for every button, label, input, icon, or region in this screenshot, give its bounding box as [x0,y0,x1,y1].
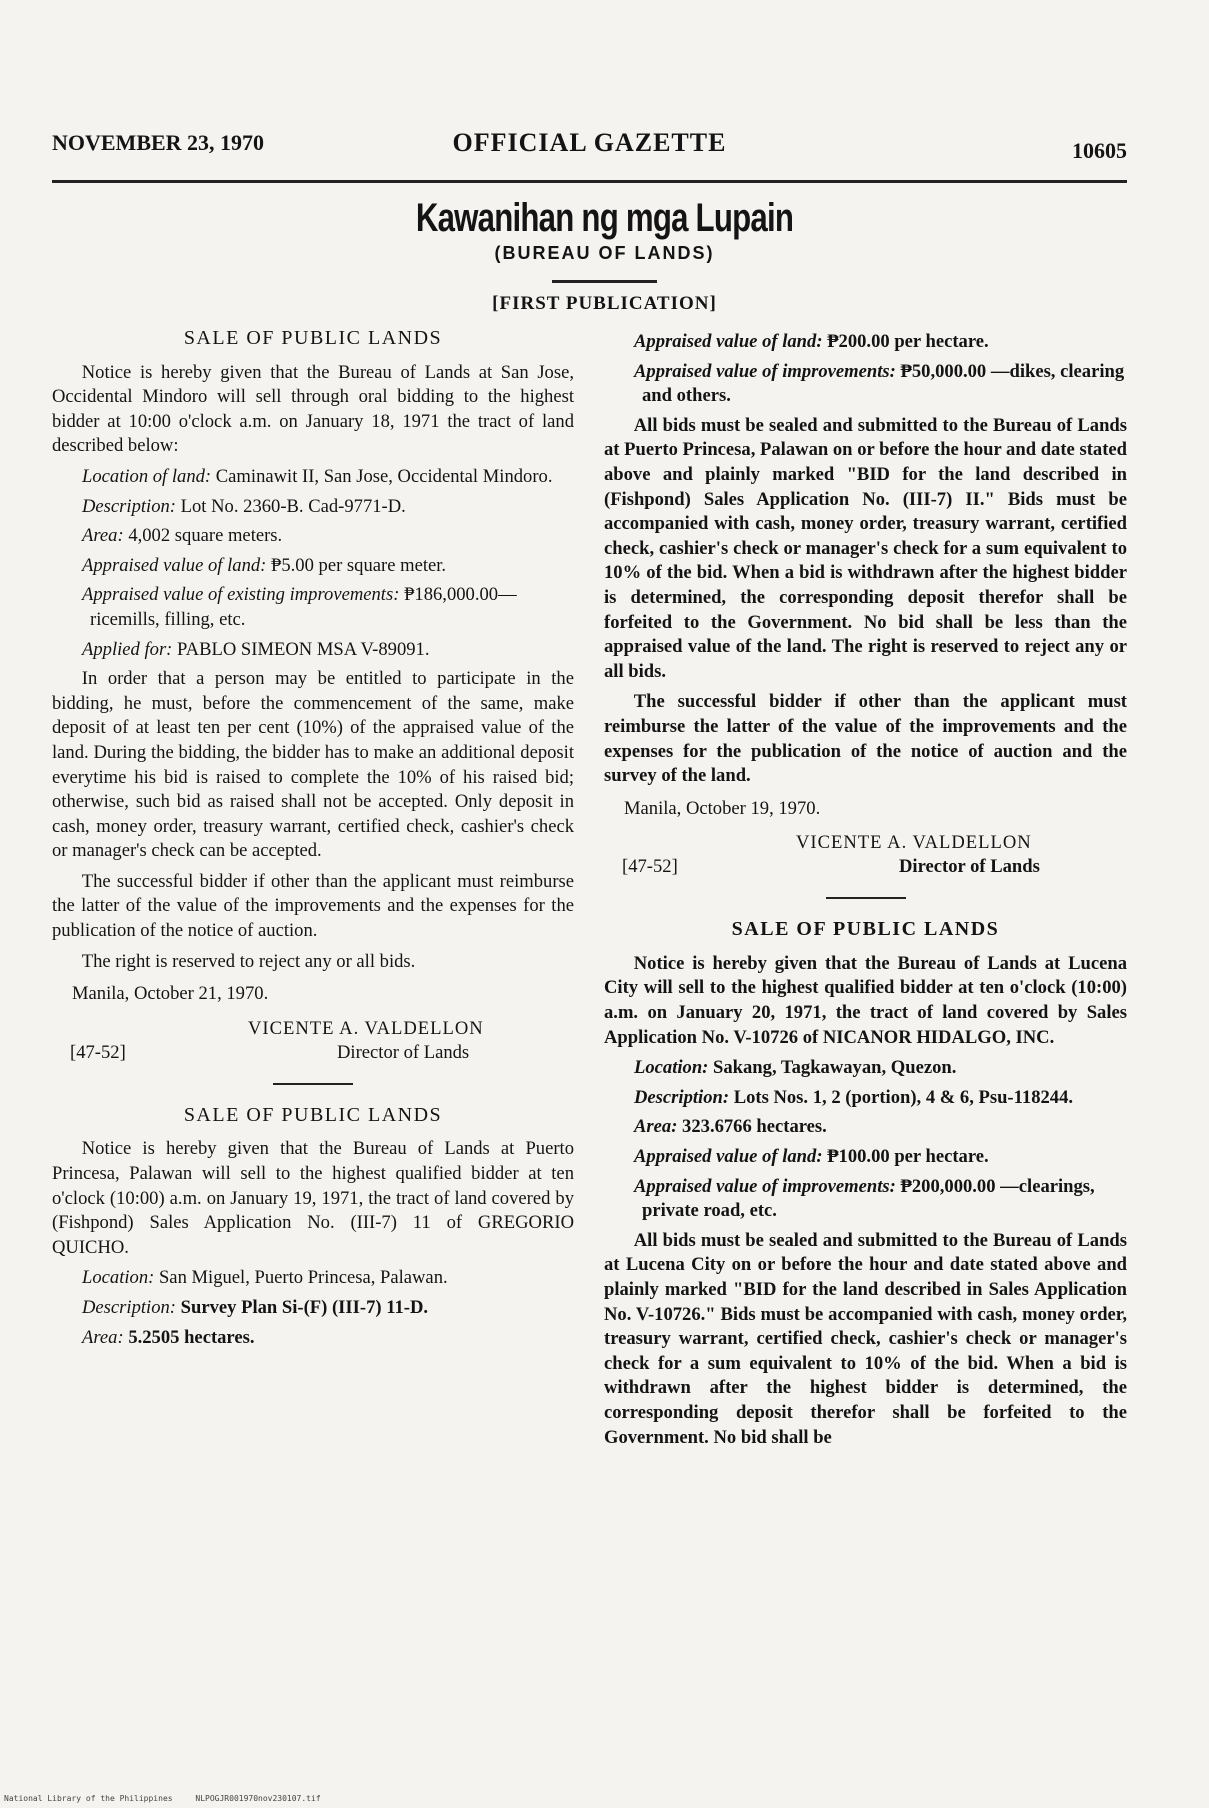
location-field [634,1056,1127,1081]
reference-number: [47-52] [622,856,678,878]
description-field [634,1086,1127,1111]
left-column [52,322,574,1355]
file-name: NLPOGJR001970nov230107.tif [195,1794,321,1803]
signer-name: VICENTE A. VALDELLON [248,1017,484,1039]
field-label: Area: [82,1326,124,1348]
field-value: PABLO SIMEON MSA V-89091. [177,638,430,660]
notice-san-jose [52,326,574,1069]
field-label: Description: [82,1297,176,1318]
location-field [82,465,574,490]
section-title: Kawanihan ng mga Lupain [415,196,794,240]
right-column [604,330,1127,1456]
field-label: Appraised value of improvements: [634,360,896,382]
improvements-field [634,360,1127,409]
notice-lucena [604,917,1127,1450]
page-number: 10605 [1072,138,1127,163]
field-label: Appraised value of existing improvements: [82,584,400,606]
notice-paragraph: All bids must be sealed and submitted to the Bureau of Lands at Lucena City on or before the hour and date stated above and plainly marked "BID for the land described in Sales Application No. V-10726." Bids must be accompanied with cash, money order, treasury warrant, certified check, cashier's check or manager's check for a sum equivalent to 10% of the bid. When a bid is withdrawn after the highest bidder is determined, the corresponding deposit therefor shall be forfeited to the Government. No bid shall be [604,1229,1127,1448]
library-credit: National Library of the Philippines [4,1794,173,1803]
field-value: ₱5.00 per square meter. [271,554,447,576]
field-value: Sakang, Tagkawayan, Quezon. [713,1057,957,1079]
scan-footer [4,1794,339,1803]
notice-separator [826,897,906,899]
land-value-field [634,330,1127,355]
signature-block [52,1017,574,1069]
page-header [52,130,1127,170]
notice-paragraph: The successful bidder if other than the applicant must reimburse the latter of the value of the improvements and the expenses for the publication of the notice of auction and the survey of the land. [604,691,1127,787]
notice-paragraph: The successful bidder if other than the applicant must reimburse the latter of the value of the improvements and the expenses for the publication of the notice of auction. [52,870,574,942]
land-value-field [634,1145,1127,1170]
field-label: Appraised value of land: [634,331,823,352]
dateline: Manila, October 19, 1970. [624,797,821,819]
field-label: Location: [634,1057,709,1079]
field-value: 5.2505 hectares. [128,1326,255,1348]
field-value: ₱50,000.00 —dikes, clearing and others. [642,360,1125,407]
field-value: San Miguel, Puerto Princesa, Palawan. [158,1267,448,1289]
notice-puerto-princesa-continued [604,330,1127,789]
notice-heading: SALE OF PUBLIC LANDS [183,327,443,349]
notice-intro: Notice is hereby given that the Bureau of Lands at Lucena City will sell to the highest qualified bidder at ten o'clock (10:00) a.m. on January 20, 1971, the tract of land covered by Sales Application No. V-10726 of NICANOR HIDALGO, INC. [604,952,1127,1048]
signer-name: VICENTE A. VALDELLON [796,832,1032,854]
field-value: Caminawit II, San Jose, Occidental Mindoro. [215,465,553,487]
notice-separator [273,1083,353,1085]
notice-heading: SALE OF PUBLIC LANDS [183,1103,443,1126]
issue-date: NOVEMBER 23, 1970 [52,130,265,155]
field-label: Appraised value of improvements: [634,1175,896,1197]
field-value: ₱186,000.00—ricemills, filling, etc. [90,584,517,630]
field-label: Location of land: [82,465,212,487]
section-masthead [0,196,1209,315]
notice-paragraph: The right is reserved to reject any or all bids. [81,950,416,972]
field-value: 4,002 square meters. [128,525,283,547]
publication-name: OFFICIAL GAZETTE [452,128,727,157]
improvements-field [82,583,574,632]
location-field [82,1266,574,1291]
field-value: Lots Nos. 1, 2 (portion), 4 & 6, Psu-118244. [733,1086,1074,1108]
field-label: Area: [634,1116,678,1138]
field-label: Location: [82,1267,155,1289]
field-value: 323.6766 hectares. [682,1116,827,1138]
notice-puerto-princesa [52,1103,574,1350]
field-label: Description: [634,1086,730,1108]
notice-paragraph: In order that a person may be entitled to participate in the bidding, he must, before the commencement of the same, make deposit of at least ten per cent (10%) of the appraised value of the land. During the bidding, the bidder has to make an additional deposit everytime his bid is raised to complete the 10% of his raised bid; otherwise, such bid as raised shall not be accepted. Only deposit in cash, money order, treasury warrant, certified check, cashier's check or manager's check can be accepted. [52,668,574,862]
masthead-rule [552,280,657,283]
field-label: Description: [82,495,176,517]
area-field [634,1115,1127,1140]
signer-title: Director of Lands [899,856,1040,878]
section-subtitle: (BUREAU OF LANDS) [494,243,715,263]
notice-paragraph: All bids must be sealed and submitted to the Bureau of Lands at Puerto Princesa, Palawan on or before the hour and date stated above and plainly marked "BID for the land described in (Fishpond) Sales Application No. (III-7) II." Bids must be accompanied with cash, money order, treasury warrant, certified check, cashier's check or manager's check for a sum equivalent to 10% of the bid. When a bid is withdrawn after the highest bidder is determined, the corresponding deposit therefor shall be forfeited to the Government. No bid shall be less than the appraised value of the land. The right is reserved to reject any or all bids. [604,414,1127,682]
reference-number: [47-52] [70,1041,126,1063]
land-value-field [82,554,574,579]
notice-heading: SALE OF PUBLIC LANDS [731,918,1000,941]
signer-title: Director of Lands [337,1041,470,1063]
improvements-field [634,1175,1127,1224]
description-field [82,1296,574,1321]
field-label: Area: [82,525,124,547]
notice-intro: Notice is hereby given that the Bureau of Lands at Puerto Princesa, Palawan will sell to the highest qualified bidder at ten o'clock (10:00) a.m. on January 19, 1971, the tract of land covered by (Fishpond) Sales Application No. (III-7) 11 of GREGORIO QUICHO. [52,1138,574,1258]
field-label: Appraised value of land: [634,1146,823,1168]
field-label: Applied for: [82,638,173,660]
field-value: ₱200.00 per hectare. [827,331,989,352]
field-value: ₱200,000.00 —clearings, private road, etc. [642,1175,1095,1222]
signature-block [604,831,1127,883]
area-field [82,524,574,549]
field-value: Lot No. 2360-B. Cad-9771-D. [180,495,406,517]
header-rule [52,180,1127,183]
field-value: ₱100.00 per hectare. [827,1146,989,1168]
description-field [82,495,574,520]
publication-label: [FIRST PUBLICATION] [492,293,717,314]
field-label: Appraised value of land: [82,554,267,576]
notice-intro: Notice is hereby given that the Bureau of Lands at San Jose, Occidental Mindoro will sell through oral bidding to the highest bidder at 10:00 o'clock a.m. on January 18, 1971 the tract of land described below: [52,361,574,457]
dateline: Manila, October 21, 1970. [72,983,269,1005]
area-field [82,1326,574,1351]
field-value: Survey Plan Si-(F) (III-7) 11-D. [180,1297,429,1318]
applicant-field [82,638,574,663]
